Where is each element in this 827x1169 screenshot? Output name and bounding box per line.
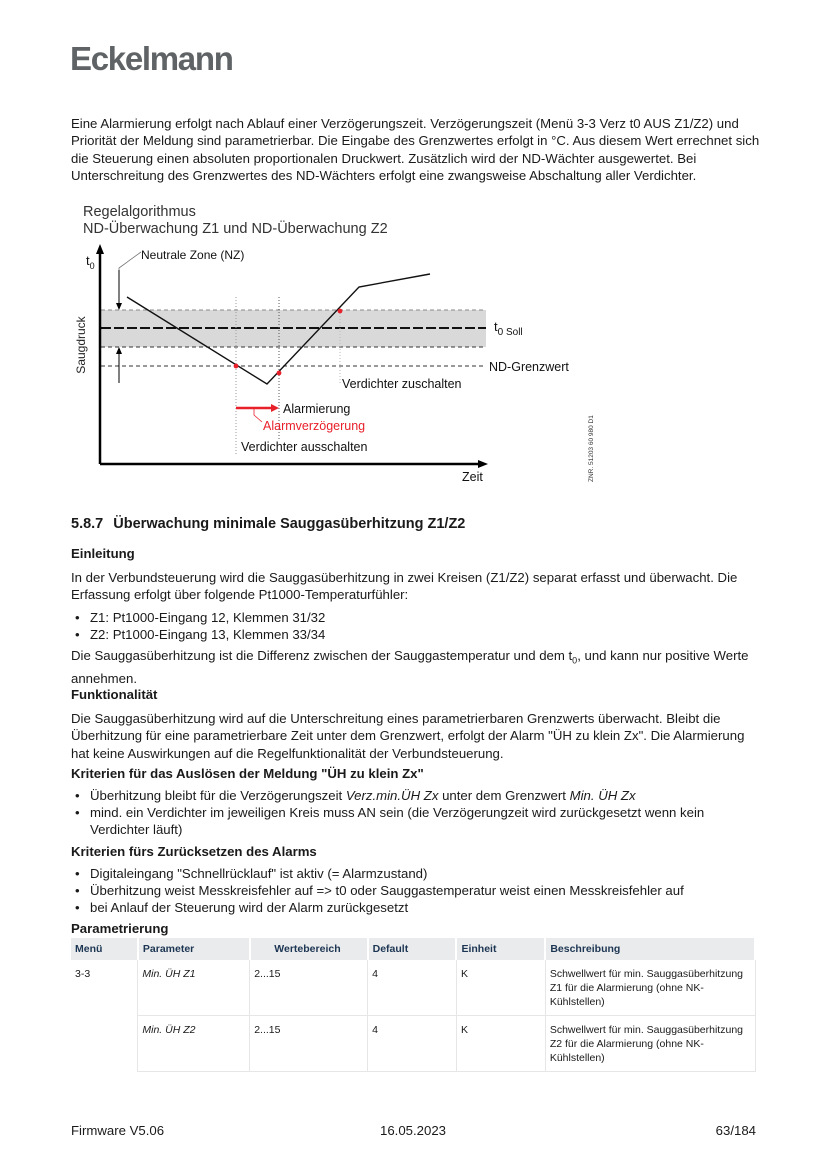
intro-paragraph: Eine Alarmierung erfolgt nach Ablauf einer Verzögerungszeit. Verzögerungszeit (Menü 3-3 Verz t0 AUS Z1/Z2) und Priorität der Meldung sind parametrierbar. Die Eingabe des Grenzwertes erfolgt in °C. Aus diesem Wert errechnet sich die Steuerung einen absoluten proportionalen Druckwert. Zusätzlich wird der ND-Wächter ausgewertet. Bei Unterschreitung des Grenzwertes des ND-Wächters erfolgt eine zwangsweise Abschaltung aller Verdichter. xyxy=(71,116,760,184)
compressor-on-label: Verdichter zuschalten xyxy=(342,377,462,391)
cell-parameter: Min. ÜH Z1 xyxy=(138,960,250,1016)
table-row xyxy=(71,1016,755,1072)
header-default: Default xyxy=(368,938,457,960)
x-axis-label: Zeit xyxy=(462,470,483,484)
cell-unit: K xyxy=(456,960,545,1016)
list-item: • Z2: Pt1000-Eingang 13, Klemmen 33/34 xyxy=(75,626,755,643)
cell-description: Schwellwert für min. Sauggasüberhitzung Z2 für die Alarmierung (ohne NK-Kühlstellen) xyxy=(545,1016,755,1072)
neutral-zone-label: Neutrale Zone (NZ) xyxy=(141,248,245,262)
list-item: • mind. ein Verdichter im jeweiligen Kreis muss AN sein (die Verzögerungzeit wird zurückgesetzt wenn kein Verdichter läuft) xyxy=(75,804,755,838)
definition-text: Die Sauggasüberhitzung ist die Differenz zwischen der Sauggastemperatur und dem $t_0$, und kann nur positive Werte annehmen. xyxy=(71,648,749,687)
alarm-label: Alarmierung xyxy=(283,402,351,416)
list-item: • Überhitzung weist Messkreisfehler auf => t0 oder Sauggastemperatur weist einen Messkreisfehler auf xyxy=(75,882,755,899)
drawing-number: ZNR. 51203 60 980 D1 xyxy=(588,415,595,482)
funktion-heading: Funktionalität xyxy=(71,687,158,702)
cell-default: 4 xyxy=(368,1016,457,1072)
footer-page-number: 63/184 xyxy=(715,1123,756,1138)
cell-parameter: Min. ÜH Z2 xyxy=(138,1016,250,1072)
list-item: • bei Anlauf der Steuerung wird der Alarm zurückgesetzt xyxy=(75,899,755,916)
parameter-table xyxy=(71,938,756,1072)
section-title: Überwachung minimale Sauggasüberhitzung Z1/Z2 xyxy=(113,516,466,532)
list-item: • Überhitzung bleibt für die Verzögerungszeit Verz.min.ÜH Zx unter dem Grenzwert Min. ÜH Zx xyxy=(75,787,755,804)
list-item: • Digitaleingang "Schnellrücklauf" ist aktiv (= Alarmzustand) xyxy=(75,865,755,882)
einleitung-heading: Einleitung xyxy=(71,546,135,561)
header-menu: Menü xyxy=(71,938,138,960)
funktion-text: Die Sauggasüberhitzung wird auf die Unterschreitung eines parametrierbaren Grenzwerts überwacht. Bleibt die Überhitzung für eine parametrierbare Zeit unter dem Grenzwert, erfolgt der Alarm "ÜH zu klein Zx". Die Alarmierung hat keine Auswirkungen auf die Regelfunktionalität der Verbundsteuerung. xyxy=(71,711,745,761)
figure-title-line1: Regelalgorithmus xyxy=(83,204,196,220)
cell-menu: 3-3 xyxy=(71,960,138,1072)
trigger-heading: Kriterien für das Auslösen der Meldung "ÜH zu klein Zx" xyxy=(71,766,424,781)
cell-unit: K xyxy=(456,1016,545,1072)
list-item: • Z1: Pt1000-Eingang 12, Klemmen 31/32 xyxy=(75,609,755,626)
sensor-list xyxy=(75,609,755,643)
cell-description: Schwellwert für min. Sauggasüberhitzung Z1 für die Alarmierung (ohne NK-Kühlstellen) xyxy=(545,960,755,1016)
compressor-off-label: Verdichter ausschalten xyxy=(241,440,368,454)
header-description: Beschreibung xyxy=(545,938,755,960)
reset-heading: Kriterien fürs Zurücksetzen des Alarms xyxy=(71,844,317,859)
footer-firmware: Firmware V5.06 xyxy=(71,1123,165,1138)
cell-default: 4 xyxy=(368,960,457,1016)
cell-range: 2...15 xyxy=(250,960,368,1016)
header-range: Wertebereich xyxy=(250,938,368,960)
control-algorithm-diagram xyxy=(66,240,626,490)
y-axis-label: Saugdruck xyxy=(74,316,88,374)
section-heading xyxy=(71,516,465,532)
reset-list xyxy=(75,865,755,916)
figure-title-line2: ND-Überwachung Z1 und ND-Überwachung Z2 xyxy=(83,221,388,237)
nd-limit-label: ND-Grenzwert xyxy=(489,360,569,374)
alarm-delay-label: Alarmverzögerung xyxy=(263,419,366,433)
trigger-list xyxy=(75,787,755,838)
figure-title xyxy=(83,204,388,238)
footer-date: 16.05.2023 xyxy=(380,1123,447,1138)
einleitung-text: In der Verbundsteuerung wird die Sauggasüberhitzung in zwei Kreisen (Z1/Z2) separat erfasst und überwacht. Die Erfassung erfolgt über folgende Pt1000-Temperaturfühler: xyxy=(71,570,738,603)
eckelmann-logo: Eckelmann xyxy=(70,40,233,77)
section-number: 5.8.7 xyxy=(71,516,104,532)
y-axis-symbol: $t_0$ xyxy=(86,253,95,271)
table-row xyxy=(71,960,755,1016)
table-header-row xyxy=(71,938,755,960)
cell-range: 2...15 xyxy=(250,1016,368,1072)
header-unit: Einheit xyxy=(456,938,545,960)
param-heading: Parametrierung xyxy=(71,921,169,936)
header-parameter: Parameter xyxy=(138,938,250,960)
setpoint-label: $t_{0 Soll}$ xyxy=(494,319,523,338)
